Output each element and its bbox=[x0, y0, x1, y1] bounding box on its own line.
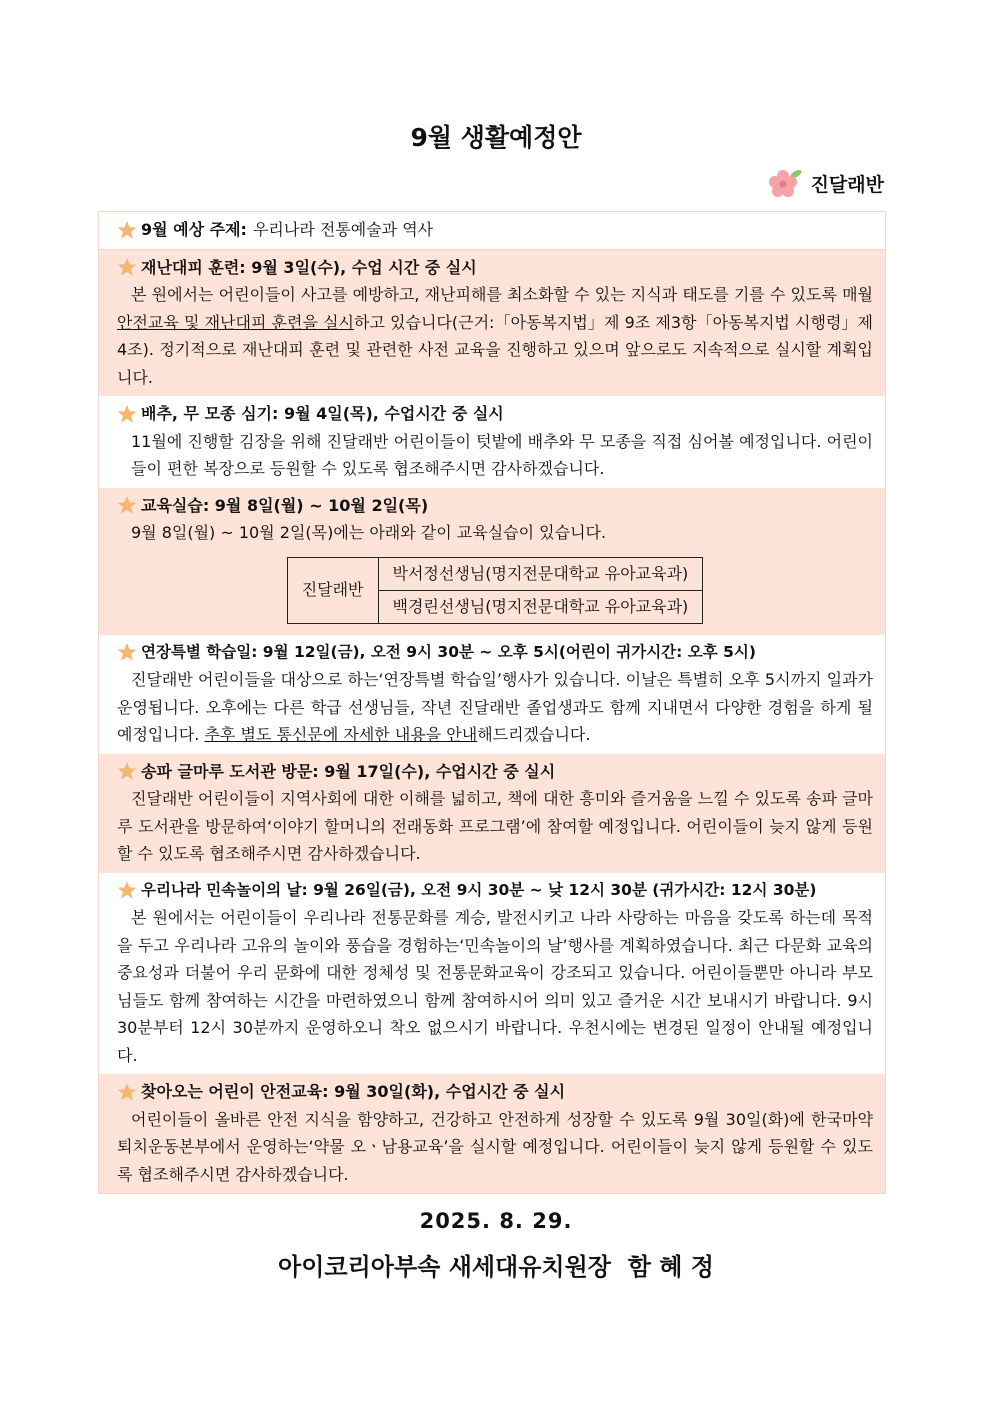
section-evacuation-drill bbox=[99, 250, 885, 397]
body-text: 하고 있습니다(근거:「아동복지법」제 9조 제3항「아동복지법 시행령」제4조). 정기적으로 재난대피 훈련 및 관련한 사전 교육을 진행하고 있으며 앞으로도 지속적으로 실시할 계획입니다. bbox=[117, 312, 873, 387]
practicum-teacher-cell: 백경린선생님(명지전문대학교 유아교육과) bbox=[378, 590, 703, 623]
practicum-class-cell: 진달래반 bbox=[287, 557, 378, 623]
star-icon bbox=[117, 761, 137, 781]
theme-label: 9월 예상 주제: bbox=[141, 220, 247, 239]
section-body: 어린이들이 올바른 안전 지식을 함양하고, 건강하고 안전하게 성장할 수 있도록 9월 30일(화)에 한국마약퇴치운동본부에서 운영하는‘약물 오ㆍ남용교육’을 실시할 예정입니다. 어린이들이 늦지 않게 등원할 수 있도록 협조해주시면 감사하겠습니다. bbox=[117, 1109, 873, 1184]
section-body bbox=[117, 281, 873, 391]
theme-row bbox=[99, 212, 885, 250]
section-body bbox=[117, 666, 873, 749]
practicum-teacher-cell: 박서정선생님(명지전문대학교 유아교육과) bbox=[378, 557, 703, 590]
principal-signature: 아이코리아부속 새세대유치원장 함 혜 정 bbox=[278, 1253, 714, 1281]
section-heading: 배추, 무 모종 심기: 9월 4일(목), 수업시간 중 실시 bbox=[141, 404, 504, 423]
class-name-header bbox=[769, 168, 884, 198]
section-safety-education bbox=[99, 1074, 885, 1193]
star-icon bbox=[117, 220, 137, 240]
practicum-table bbox=[287, 557, 704, 624]
section-heading: 교육실습: 9월 8일(월) ~ 10월 2일(목) bbox=[141, 495, 429, 515]
document-date: 2025. 8. 29. bbox=[419, 1209, 573, 1233]
section-body: 본 원에서는 어린이들이 우리나라 전통문화를 계승, 발전시키고 나라 사랑하는 마음을 갖도록 하는데 목적을 두고 우리나라 고유의 놀이와 풍습을 경험하는‘민속놀이의 날’행사를 계획하였습니다. 최근 다문화 교육의 중요성과 더불어 우리 문화에 대한 정체성 및 전통문화교육이 강조되고 있습니다. 어린이들뿐만 아니라 부모님들도 함께 참여하는 시간을 마련하였으니 함께 참여하시어 의미 있고 즐거운 시간 보내시기 바랍니다. 9시 30분부터 12시 30분까지 운영하오니 착오 없으시기 바랍니다. 우천시에는 변경된 일정이 안내될 예정입니다. bbox=[117, 908, 873, 1065]
star-icon bbox=[117, 1082, 137, 1102]
page-title: 9월 생활예정안 bbox=[410, 123, 582, 152]
section-body: 11월에 진행할 김장을 위해 진달래반 어린이들이 텃밭에 배추와 무 모종을 직접 심어볼 예정입니다. 어린이들이 편한 복장으로 등원할 수 있도록 협조해주시면 감사하겠습니다. bbox=[131, 431, 873, 478]
star-icon bbox=[117, 642, 137, 662]
section-heading: 우리나라 민속놀이의 날: 9월 26일(금), 오전 9시 30분 ~ 낮 12시 30분 (귀가시간: 12시 30분) bbox=[141, 880, 817, 899]
body-text: 본 원에서는 어린이들이 사고를 예방하고, 재난피해를 최소화할 수 있는 지식과 태도를 기를 수 있도록 매월 bbox=[131, 285, 873, 304]
underlined-text: 추후 별도 통신문에 자세한 내용을 안내 bbox=[204, 725, 478, 744]
section-library-visit bbox=[99, 754, 885, 873]
schedule-box bbox=[98, 211, 886, 1194]
section-heading: 송파 글마루 도서관 방문: 9월 17일(수), 수업시간 중 실시 bbox=[141, 761, 556, 781]
star-icon bbox=[117, 880, 137, 900]
section-body: 9월 8일(월) ~ 10월 2일(목)에는 아래와 같이 교육실습이 있습니다. bbox=[131, 523, 607, 542]
section-practicum bbox=[99, 488, 885, 635]
section-body: 진달래반 어린이들이 지역사회에 대한 이해를 넓히고, 책에 대한 흥미와 즐거움을 느낄 수 있도록 송파 글마루 도서관을 방문하여‘이야기 할머니의 전래동화 프로그램’에 참여할 예정입니다. 어린이들이 늦지 않게 등원할 수 있도록 협조해주시면 감사하겠습니다. bbox=[117, 789, 873, 863]
section-planting bbox=[99, 396, 885, 488]
flower-icon bbox=[769, 168, 803, 198]
body-text: 해드리겠습니다. bbox=[477, 725, 591, 744]
theme-value: 우리나라 전통예술과 역사 bbox=[252, 220, 434, 239]
section-heading: 연장특별 학습일: 9월 12일(금), 오전 9시 30분 ~ 오후 5시(어린이 귀가시간: 오후 5시) bbox=[141, 642, 756, 661]
underlined-text: 안전교육 및 재난대피 훈련을 실시 bbox=[117, 312, 354, 332]
section-heading: 찾아오는 어린이 안전교육: 9월 30일(화), 수업시간 중 실시 bbox=[141, 1082, 566, 1101]
star-icon bbox=[117, 257, 137, 277]
star-icon bbox=[117, 404, 137, 424]
star-icon bbox=[117, 495, 137, 515]
section-heading: 재난대피 훈련: 9월 3일(수), 수업 시간 중 실시 bbox=[141, 257, 477, 277]
section-extended-day bbox=[99, 635, 885, 754]
body-text: 진달래반 어린이들을 대상으로 하는‘연장특별 학습일’행사가 있습니다. 이날은 특별히 오후 5시까지 일과가 운영됩니다. 오후에는 다른 학급 선생님들, 작년 진달래반 졸업생과도 함께 지내면서 다양한 경험을 하게 될 예정입니다. bbox=[117, 670, 873, 744]
class-name: 진달래반 bbox=[810, 173, 884, 196]
section-folk-games-day bbox=[99, 873, 885, 1075]
